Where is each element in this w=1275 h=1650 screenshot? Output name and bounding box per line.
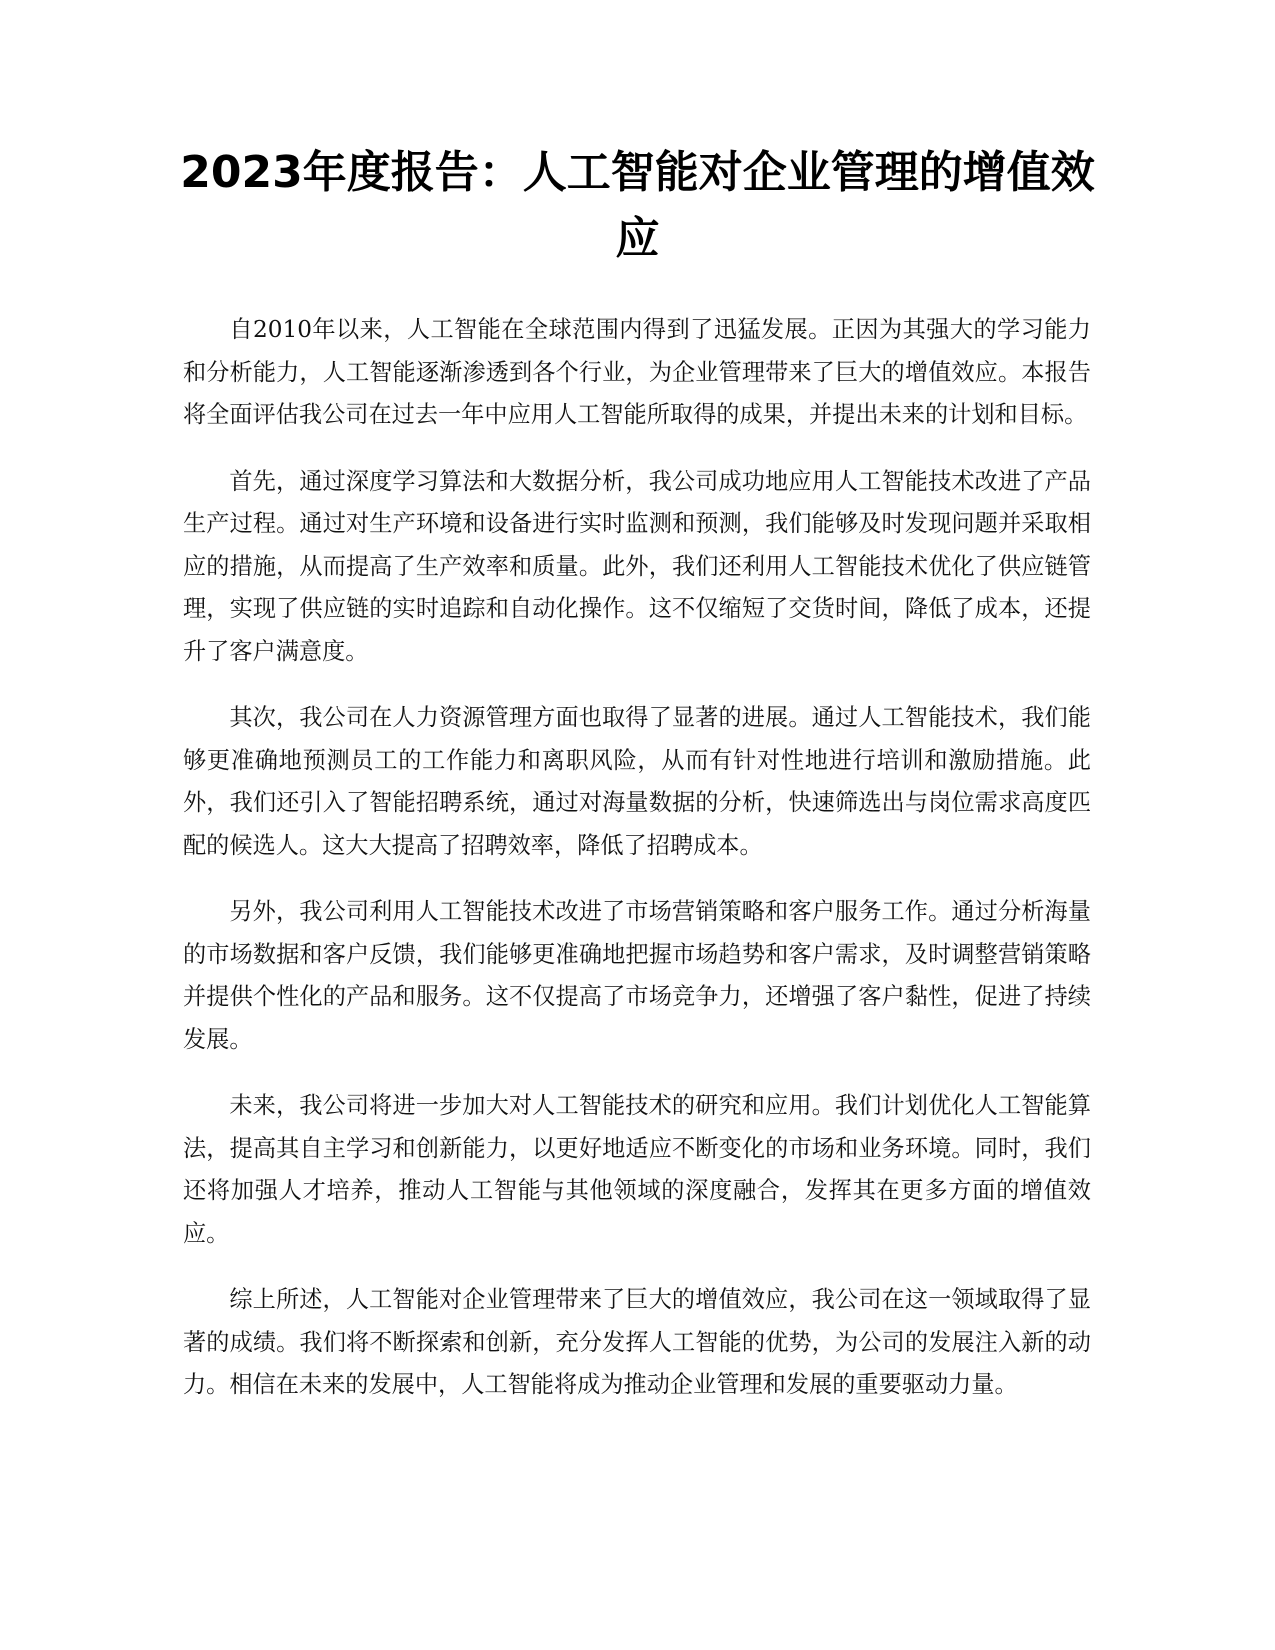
- paragraph-production: 首先，通过深度学习算法和大数据分析，我公司成功地应用人工智能技术改进了产品生产过程。通过对生产环境和设备进行实时监测和预测，我们能够及时发现问题并采取相应的措施，从而提高了生产效率和质量。此外，我们还利用人工智能技术优化了供应链管理，实现了供应链的实时追踪和自动化操作。这不仅缩短了交货时间，降低了成本，还提升了客户满意度。: [183, 467, 1091, 665]
- paragraph-conclusion: 综上所述，人工智能对企业管理带来了巨大的增值效应，我公司在这一领域取得了显著的成绩。我们将不断探索和创新，充分发挥人工智能的优势，为公司的发展注入新的动力。相信在未来的发展中，人工智能将成为推动企业管理和发展的重要驱动力量。: [183, 1286, 1091, 1398]
- paragraph-intro: 自2010年以来，人工智能在全球范围内得到了迅猛发展。正因为其强大的学习能力和分析能力，人工智能逐渐渗透到各个行业，为企业管理带来了巨大的增值效应。本报告将全面评估我公司在过去一年中应用人工智能所取得的成果，并提出未来的计划和目标。: [183, 316, 1091, 428]
- paragraph-hr: 其次，我公司在人力资源管理方面也取得了显著的进展。通过人工智能技术，我们能够更准确地预测员工的工作能力和离职风险，从而有针对性地进行培训和激励措施。此外，我们还引入了智能招聘系统，通过对海量数据的分析，快速筛选出与岗位需求高度匹配的候选人。这大大提高了招聘效率，降低了招聘成本。: [183, 704, 1091, 859]
- paragraph-future: 未来，我公司将进一步加大对人工智能技术的研究和应用。我们计划优化人工智能算法，提高其自主学习和创新能力，以更好地适应不断变化的市场和业务环境。同时，我们还将加强人才培养，推动人工智能与其他领域的深度融合，发挥其在更多方面的增值效应。: [183, 1092, 1091, 1247]
- document-body: [183, 309, 1091, 1431]
- paragraph-marketing: 另外，我公司利用人工智能技术改进了市场营销策略和客户服务工作。通过分析海量的市场数据和客户反馈，我们能够更准确地把握市场趋势和客户需求，及时调整营销策略并提供个性化的产品和服务。这不仅提高了市场竞争力，还增强了客户黏性，促进了持续发展。: [183, 898, 1091, 1053]
- document-title: 2023年度报告：人工智能对企业管理的增值效应: [180, 147, 1095, 264]
